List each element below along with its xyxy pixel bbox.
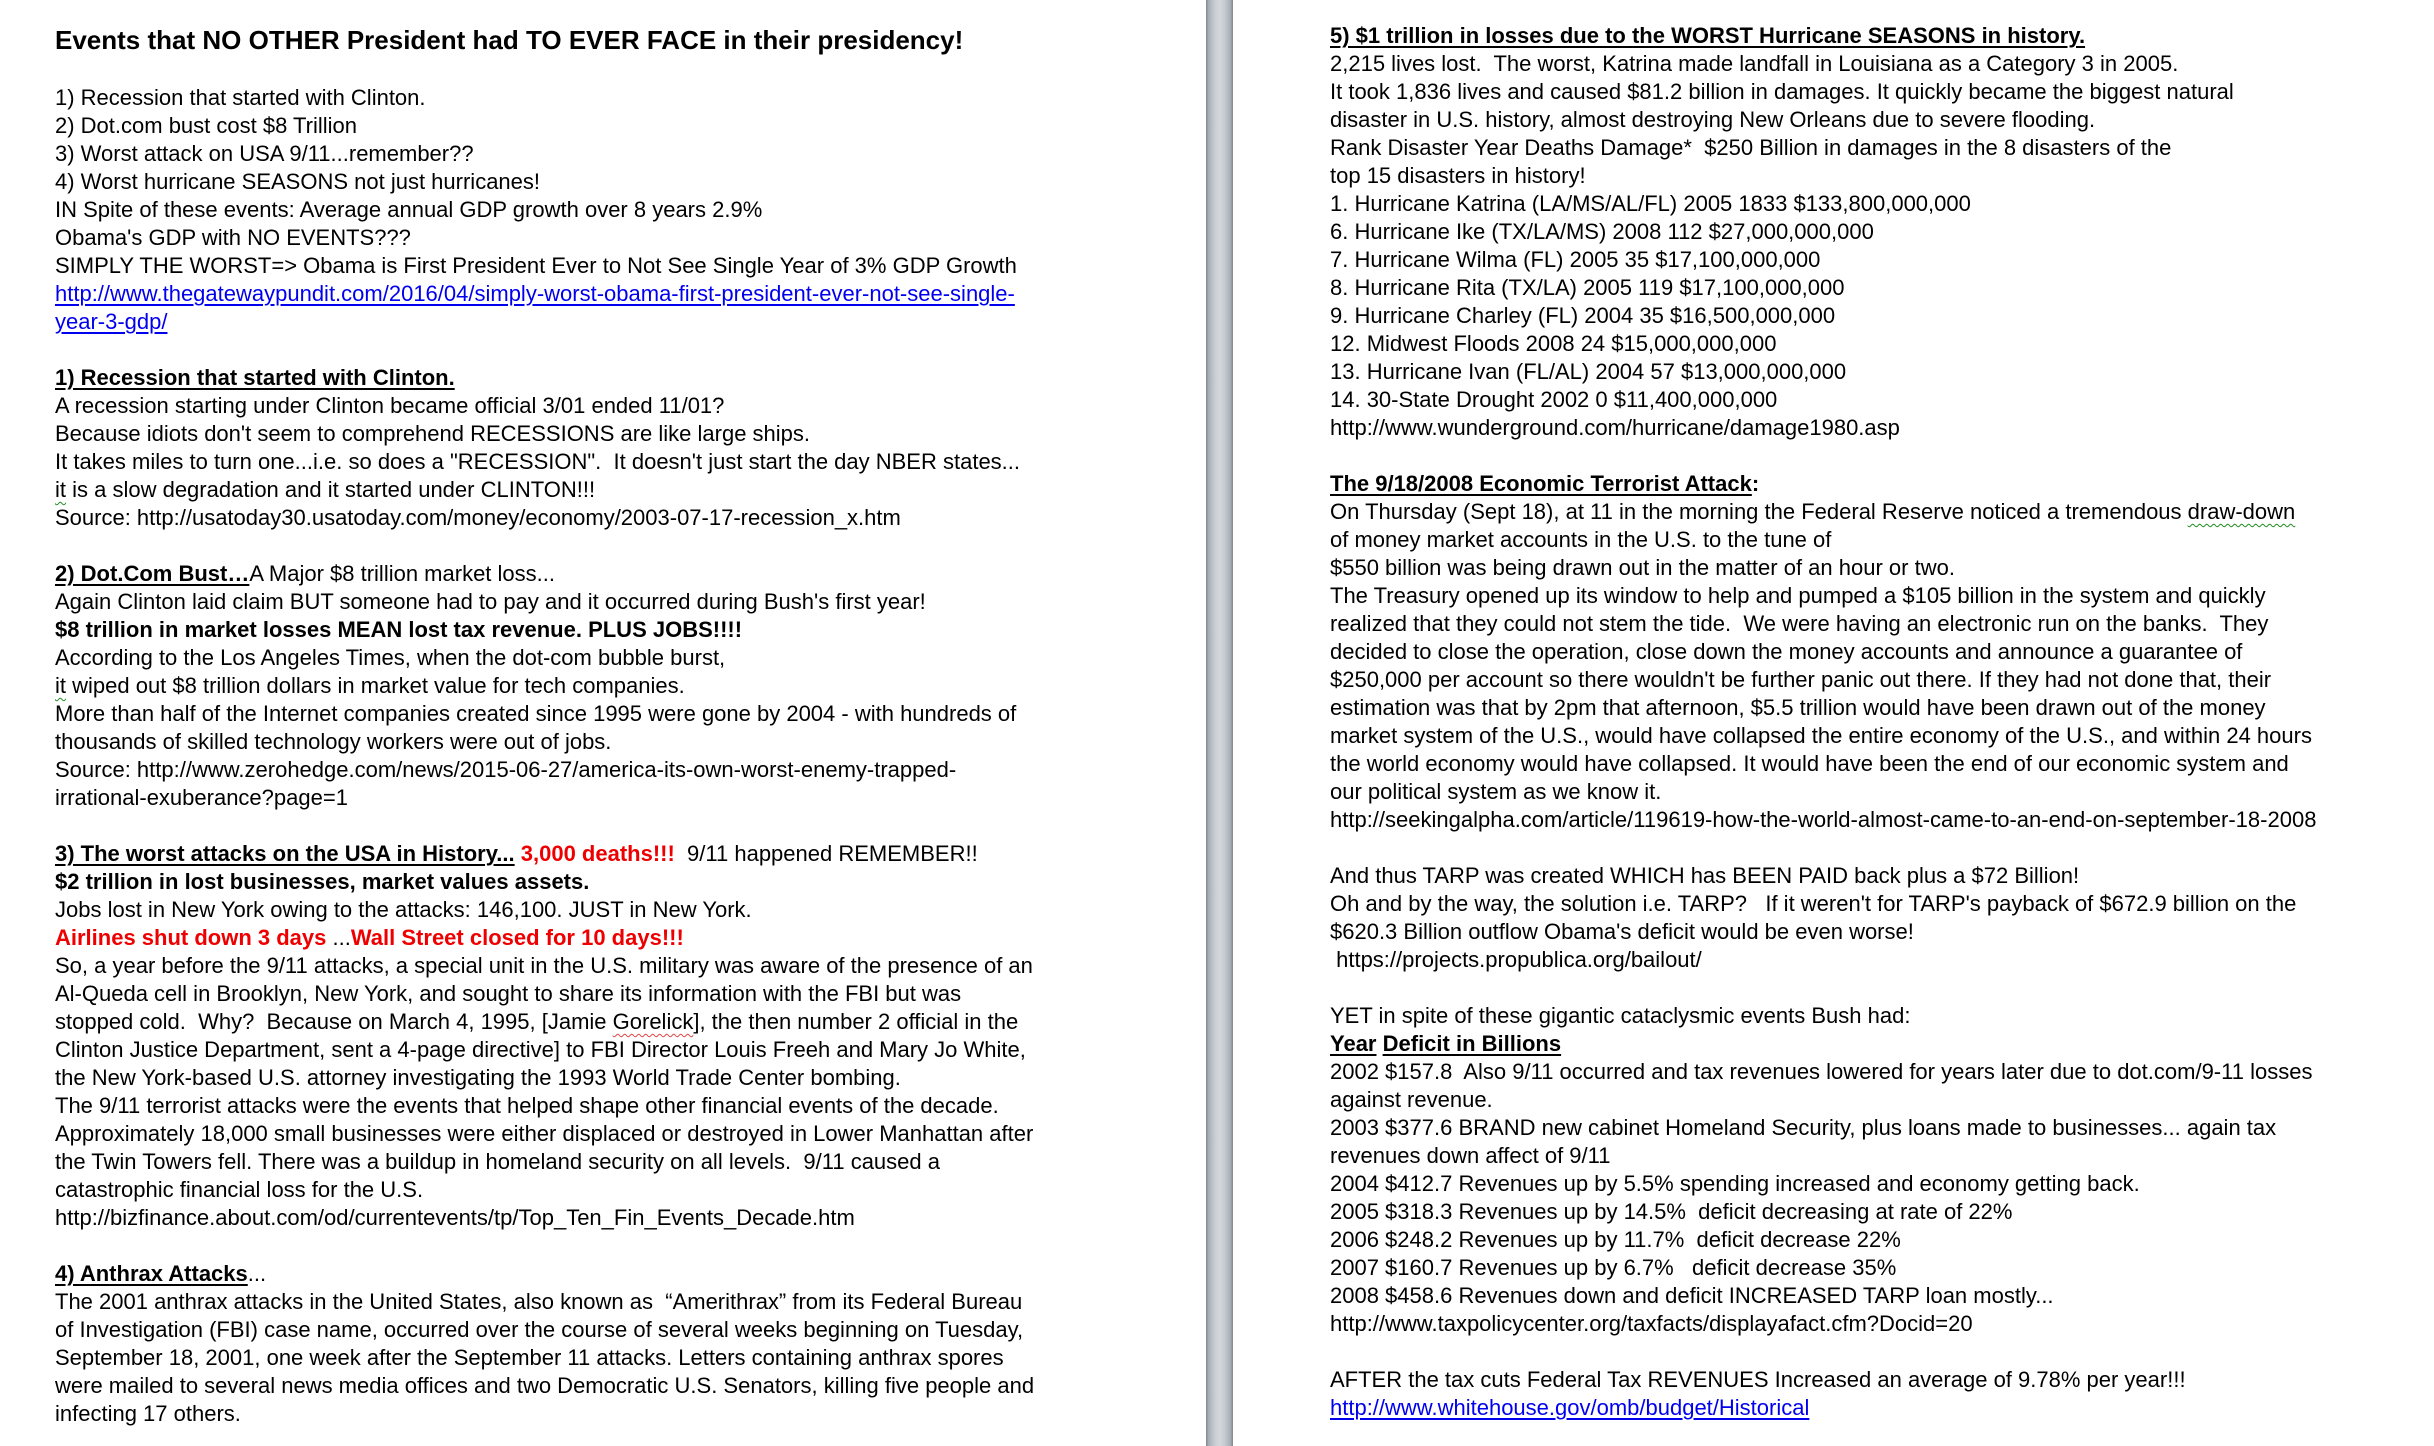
text-line (55, 1260, 1188, 1288)
text-line (1330, 722, 2426, 750)
text-line (1330, 1002, 2426, 1030)
text-line (55, 112, 1188, 140)
text-line (1330, 554, 2426, 582)
text-line (55, 504, 1188, 532)
text-run: Because idiots don't seem to comprehend RECESSIONS are like large ships. (55, 421, 811, 446)
text-line (1330, 330, 2426, 358)
text-run: against revenue. (1330, 1087, 1493, 1112)
text-run: the world economy would have collapsed. It would have been the end of our economic system and (1330, 751, 2289, 776)
text-run: AFTER the tax cuts Federal Tax REVENUES Increased an average of 9.78% per year!!! (1330, 1367, 2186, 1392)
text-line (55, 1008, 1188, 1036)
text-run: stopped cold. Why? Because on March 4, 1995, [Jamie (55, 1009, 613, 1034)
blank-line (1330, 442, 2426, 470)
text-run: IN Spite of these events: Average annual GDP growth over 8 years 2.9% (55, 197, 763, 222)
text-run: ], the then number 2 official in the (693, 1009, 1019, 1034)
blank-line (55, 532, 1188, 560)
text-run: Year (1330, 1031, 1377, 1056)
text-line (1330, 22, 2426, 50)
text-line (55, 364, 1188, 392)
text-line (1330, 498, 2426, 526)
text-run: infecting 17 others. (55, 1401, 241, 1426)
text-run: is a slow degradation and it started under CLINTON!!! (66, 477, 596, 502)
text-run: ... (332, 925, 351, 950)
text-line (55, 1316, 1188, 1344)
section-5-hurricanes (1330, 22, 2426, 442)
text-line (1330, 1226, 2426, 1254)
text-line (55, 420, 1188, 448)
text-line (55, 924, 1188, 952)
text-run: 13. Hurricane Ivan (FL/AL) 2004 57 $13,000,000,000 (1330, 359, 1847, 384)
text-run: 2007 $160.7 Revenues up by 6.7% deficit decrease 35% (1330, 1255, 1897, 1280)
text-run: 1) Recession that started with Clinton. (55, 365, 455, 390)
text-run: draw-down (2187, 499, 2296, 524)
text-line (55, 140, 1188, 168)
text-line (55, 26, 1188, 56)
text-run: estimation was that by 2pm that afternoon, $5.5 trillion would have been drawn out of the money (1330, 695, 2266, 720)
text-run: market system of the U.S., would have collapsed the entire economy of the U.S., and within 24 hours (1330, 723, 2312, 748)
text-line (1330, 274, 2426, 302)
text-line (1330, 1114, 2426, 1142)
text-run: Deficit in Billions (1382, 1031, 1562, 1056)
hyperlink[interactable]: year-3-gdp/ (55, 309, 168, 334)
paragraph-revenues-closing (1330, 1366, 2426, 1422)
text-run: it (55, 673, 66, 698)
text-run: our political system as we know it. (1330, 779, 1662, 804)
text-line (1330, 1142, 2426, 1170)
text-line (55, 1372, 1188, 1400)
text-line (1330, 778, 2426, 806)
section-bush-deficits (1330, 1002, 2426, 1338)
text-line (1330, 1282, 2426, 1310)
text-run: ... (247, 1261, 267, 1286)
text-line (55, 644, 1188, 672)
text-line (55, 840, 1188, 868)
blank-line (55, 336, 1188, 364)
text-run: http://www.wunderground.com/hurricane/damage1980.asp (1330, 415, 1900, 440)
text-line (1330, 918, 2426, 946)
text-run: YET in spite of these gigantic cataclysmic events Bush had: (1330, 1003, 1911, 1028)
text-line (55, 1400, 1188, 1428)
text-line (1330, 162, 2426, 190)
text-line (55, 252, 1188, 280)
document-title-text: Events that NO OTHER President had TO EVER FACE in their presidency! (55, 25, 964, 55)
text-line (1330, 890, 2426, 918)
text-run: 2006 $248.2 Revenues up by 11.7% deficit decrease 22% (1330, 1227, 1901, 1252)
text-run: $8 trillion in market losses MEAN lost tax revenue. PLUS JOBS!!!! (55, 617, 743, 642)
blank-line (1330, 1338, 2426, 1366)
text-line (55, 728, 1188, 756)
text-run: https://projects.propublica.org/bailout/ (1330, 947, 1702, 972)
text-line (1330, 582, 2426, 610)
text-run: Clinton Justice Department, sent a 4-page directive] to FBI Director Louis Freeh and Mary Jo White, (55, 1037, 1026, 1062)
text-run: top 15 disasters in history! (1330, 163, 1586, 188)
text-run: 2) Dot.com bust cost $8 Trillion (55, 113, 358, 138)
text-line (1330, 1254, 2426, 1282)
text-run: 1. Hurricane Katrina (LA/MS/AL/FL) 2005 1833 $133,800,000,000 (1330, 191, 1971, 216)
vertical-scrollbar-track[interactable] (1206, 0, 1233, 1446)
text-run: Gorelick (612, 1009, 694, 1034)
text-line (1330, 862, 2426, 890)
text-run: The 9/18/2008 Economic Terrorist Attack (1330, 471, 1752, 496)
text-run: And thus TARP was created WHICH has BEEN PAID back plus a $72 Billion! (1330, 863, 2080, 888)
text-line (1330, 1394, 2426, 1422)
blank-line (1330, 442, 2426, 470)
text-run: 12. Midwest Floods 2008 24 $15,000,000,000 (1330, 331, 1777, 356)
text-line (55, 868, 1188, 896)
text-run: 2004 $412.7 Revenues up by 5.5% spending increased and economy getting back. (1330, 1171, 2140, 1196)
text-run: http://bizfinance.about.com/od/currentevents/tp/Top_Ten_Fin_Events_Decade.htm (55, 1205, 855, 1230)
text-run: 4) Anthrax Attacks (55, 1261, 248, 1286)
text-line (1330, 1058, 2426, 1086)
text-line (1330, 386, 2426, 414)
text-run: 2003 $377.6 BRAND new cabinet Homeland Security, plus loans made to businesses... again tax (1330, 1115, 2277, 1140)
text-run: 6. Hurricane Ike (TX/LA/MS) 2008 112 $27,000,000,000 (1330, 219, 1874, 244)
text-run: According to the Los Angeles Times, when the dot-com bubble burst, (55, 645, 726, 670)
text-line (55, 1148, 1188, 1176)
section-4-anthrax (55, 1260, 1188, 1428)
text-line (55, 952, 1188, 980)
text-run: SIMPLY THE WORST=> Obama is First President Ever to Not See Single Year of 3% GDP Growth (55, 253, 1017, 278)
text-line (55, 1288, 1188, 1316)
blank-line (55, 532, 1188, 560)
text-line (1330, 1086, 2426, 1114)
text-line (55, 616, 1188, 644)
text-run: 3) The worst attacks on the USA in History... (55, 841, 515, 866)
text-run: 2,215 lives lost. The worst, Katrina made landfall in Louisiana as a Category 3 in 2005. (1330, 51, 2179, 76)
section-3-911-attacks (55, 840, 1188, 1232)
text-line (1330, 1366, 2426, 1394)
text-line (55, 168, 1188, 196)
text-line (1330, 638, 2426, 666)
blank-line (1330, 974, 2426, 1002)
text-line (55, 588, 1188, 616)
text-line (1330, 1310, 2426, 1338)
text-line (1330, 946, 2426, 974)
blank-line (55, 1232, 1188, 1260)
text-run: Source: http://usatoday30.usatoday.com/money/economy/2003-07-17-recession_x.htm (55, 505, 901, 530)
text-line (55, 1176, 1188, 1204)
hyperlink[interactable]: http://www.thegatewaypundit.com/2016/04/simply-worst-obama-first-president-ever-not-see-single- (55, 281, 1015, 306)
blank-line (55, 56, 1188, 84)
text-run: 14. 30-State Drought 2002 0 $11,400,000,000 (1330, 387, 1778, 412)
blank-line (55, 336, 1188, 364)
text-run: The 9/11 terrorist attacks were the events that helped shape other financial events of the decade. (55, 1093, 999, 1118)
text-line (55, 560, 1188, 588)
text-run: 3,000 deaths!!! (520, 841, 675, 866)
text-run: It took 1,836 lives and caused $81.2 billion in damages. It quickly became the biggest natural (1330, 79, 2234, 104)
text-run: 2005 $318.3 Revenues up by 14.5% deficit decreasing at rate of 22% (1330, 1199, 2013, 1224)
text-run: the Twin Towers fell. There was a buildup in homeland security on all levels. 9/11 caused a (55, 1149, 940, 1174)
text-line (1330, 526, 2426, 554)
text-line (55, 1092, 1188, 1120)
intro-summary (55, 84, 1188, 336)
text-line (55, 224, 1188, 252)
text-run: More than half of the Internet companies created since 1995 were gone by 2004 - with hundreds of (55, 701, 1017, 726)
text-line (55, 1344, 1188, 1372)
text-run: 8. Hurricane Rita (TX/LA) 2005 119 $17,100,000,000 (1330, 275, 1845, 300)
text-line (55, 1036, 1188, 1064)
text-line (1330, 610, 2426, 638)
text-run: 2) Dot.Com Bust… (55, 561, 250, 586)
text-run: 9/11 happened REMEMBER!! (674, 841, 978, 866)
text-run: Al-Queda cell in Brooklyn, New York, and sought to share its information with the FBI but was (55, 981, 962, 1006)
blank-line (55, 812, 1188, 840)
page-right (1233, 0, 2434, 1446)
blank-line (55, 1232, 1188, 1260)
text-run: thousands of skilled technology workers were out of jobs. (55, 729, 612, 754)
text-line (1330, 106, 2426, 134)
text-run: 7. Hurricane Wilma (FL) 2005 35 $17,100,000,000 (1330, 247, 1821, 272)
blank-line (55, 812, 1188, 840)
blank-line (1330, 974, 2426, 1002)
text-line (1330, 358, 2426, 386)
text-line (1330, 1170, 2426, 1198)
text-line (1330, 1030, 2426, 1058)
paragraph-tarp (1330, 862, 2426, 974)
text-line (55, 308, 1188, 336)
text-line (55, 448, 1188, 476)
text-run: 3) Worst attack on USA 9/11...remember?? (55, 141, 474, 166)
blank-line (55, 56, 1188, 84)
text-run: Oh and by the way, the solution i.e. TARP? If it weren't for TARP's payback of $672.9 billion on the (1330, 891, 2297, 916)
text-run: $250,000 per account so there wouldn't be further panic out there. If they had not done that, their (1330, 667, 2272, 692)
text-run: of Investigation (FBI) case name, occurred over the course of several weeks beginning on Tuesday, (55, 1317, 1024, 1342)
text-run: 5) $1 trillion in losses due to the WORST Hurricane SEASONS in history. (1330, 23, 2086, 48)
text-run: It takes miles to turn one...i.e. so does a "RECESSION". It doesn't just start the day NBER states... (55, 449, 1021, 474)
blank-line (1330, 834, 2426, 862)
text-line (55, 1204, 1188, 1232)
text-run: of money market accounts in the U.S. to the tune of (1330, 527, 1832, 552)
text-run: realized that they could not stem the tide. We were having an electronic run on the banks. They (1330, 611, 2269, 636)
text-run: Approximately 18,000 small businesses were either displaced or destroyed in Lower Manhattan after (55, 1121, 1034, 1146)
text-line (55, 280, 1188, 308)
text-run: revenues down affect of 9/11 (1330, 1143, 1611, 1168)
section-1-recession (55, 364, 1188, 532)
text-run: http://seekingalpha.com/article/119619-how-the-world-almost-came-to-an-end-on-september-18-2008 (1330, 807, 2317, 832)
text-line (55, 476, 1188, 504)
text-line (1330, 1198, 2426, 1226)
text-line (1330, 750, 2426, 778)
text-run: Airlines shut down 3 days (55, 925, 333, 950)
text-line (55, 1064, 1188, 1092)
text-run: Source: http://www.zerohedge.com/news/2015-06-27/america-its-own-worst-enemy-trapped- (55, 757, 957, 782)
text-line (1330, 302, 2426, 330)
text-line (1330, 218, 2426, 246)
text-line (1330, 470, 2426, 498)
text-run: Rank Disaster Year Deaths Damage* $250 Billion in damages in the 8 disasters of the (1330, 135, 2172, 160)
text-run: 1) Recession that started with Clinton. (55, 85, 426, 110)
text-run: the New York-based U.S. attorney investigating the 1993 World Trade Center bombing. (55, 1065, 901, 1090)
text-run: 4) Worst hurricane SEASONS not just hurricanes! (55, 169, 541, 194)
text-run: $550 billion was being drawn out in the matter of an hour or two. (1330, 555, 1955, 580)
text-line (1330, 134, 2426, 162)
text-run: disaster in U.S. history, almost destroying New Orleans due to severe flooding. (1330, 107, 2096, 132)
text-line (1330, 666, 2426, 694)
text-run: it (55, 477, 66, 502)
blank-line (1330, 834, 2426, 862)
text-run: A Major $8 trillion market loss... (249, 561, 555, 586)
text-run: Wall Street closed for 10 days!!! (350, 925, 684, 950)
text-run: Again Clinton laid claim BUT someone had to pay and it occurred during Bush's first year! (55, 589, 926, 614)
text-run: On Thursday (Sept 18), at 11 in the morning the Federal Reserve noticed a tremendous (1330, 499, 2188, 524)
text-line (1330, 694, 2426, 722)
text-run: September 18, 2001, one week after the September 11 attacks. Letters containing anthrax spores (55, 1345, 1004, 1370)
text-run: irrational-exuberance?page=1 (55, 785, 348, 810)
text-run: The Treasury opened up its window to help and pumped a $105 billion in the system and quickly (1330, 583, 2266, 608)
text-run: So, a year before the 9/11 attacks, a special unit in the U.S. military was aware of the presence of an (55, 953, 1033, 978)
text-run: $2 trillion in lost businesses, market values assets. (55, 869, 590, 894)
text-run: http://www.taxpolicycenter.org/taxfacts/displayafact.cfm?Docid=20 (1330, 1311, 1973, 1336)
text-line (1330, 78, 2426, 106)
hyperlink[interactable]: http://www.whitehouse.gov/omb/budget/Historical (1330, 1395, 1810, 1420)
text-line (1330, 806, 2426, 834)
text-run: were mailed to several news media offices and two Democratic U.S. Senators, killing five people and (55, 1373, 1035, 1398)
text-run: 2002 $157.8 Also 9/11 occurred and tax revenues lowered for years later due to dot.com/9-11 losses (1330, 1059, 2313, 1084)
text-line (55, 896, 1188, 924)
text-run: Obama's GDP with NO EVENTS??? (55, 225, 411, 250)
text-line (55, 672, 1188, 700)
section-2-dotcom-bust (55, 560, 1188, 812)
text-line (55, 980, 1188, 1008)
text-run: Jobs lost in New York owing to the attacks: 146,100. JUST in New York. (55, 897, 752, 922)
text-line (1330, 414, 2426, 442)
text-run: A recession starting under Clinton became official 3/01 ended 11/01? (55, 393, 725, 418)
text-line (1330, 50, 2426, 78)
text-run: catastrophic financial loss for the U.S. (55, 1177, 424, 1202)
text-line (55, 700, 1188, 728)
page-left (0, 0, 1206, 1446)
text-line (55, 784, 1188, 812)
section-6-economic-terrorist-attack (1330, 470, 2426, 834)
text-run: $620.3 Billion outflow Obama's deficit would be even worse! (1330, 919, 1914, 944)
text-line (1330, 190, 2426, 218)
text-line (55, 196, 1188, 224)
text-run: The 2001 anthrax attacks in the United States, also known as “Amerithrax” from its Federal Bureau (55, 1289, 1023, 1314)
text-run: wiped out $8 trillion dollars in market value for tech companies. (66, 673, 685, 698)
text-run: : (1751, 471, 1760, 496)
text-run: 2008 $458.6 Revenues down and deficit INCREASED TARP loan mostly... (1330, 1283, 2054, 1308)
text-line (55, 756, 1188, 784)
blank-line (1330, 1338, 2426, 1366)
text-run: 9. Hurricane Charley (FL) 2004 35 $16,500,000,000 (1330, 303, 1836, 328)
text-run: decided to close the operation, close down the money accounts and announce a guarantee of (1330, 639, 2243, 664)
text-line (55, 1120, 1188, 1148)
text-line (55, 84, 1188, 112)
document-title (55, 26, 1188, 56)
text-line (55, 392, 1188, 420)
text-line (1330, 246, 2426, 274)
